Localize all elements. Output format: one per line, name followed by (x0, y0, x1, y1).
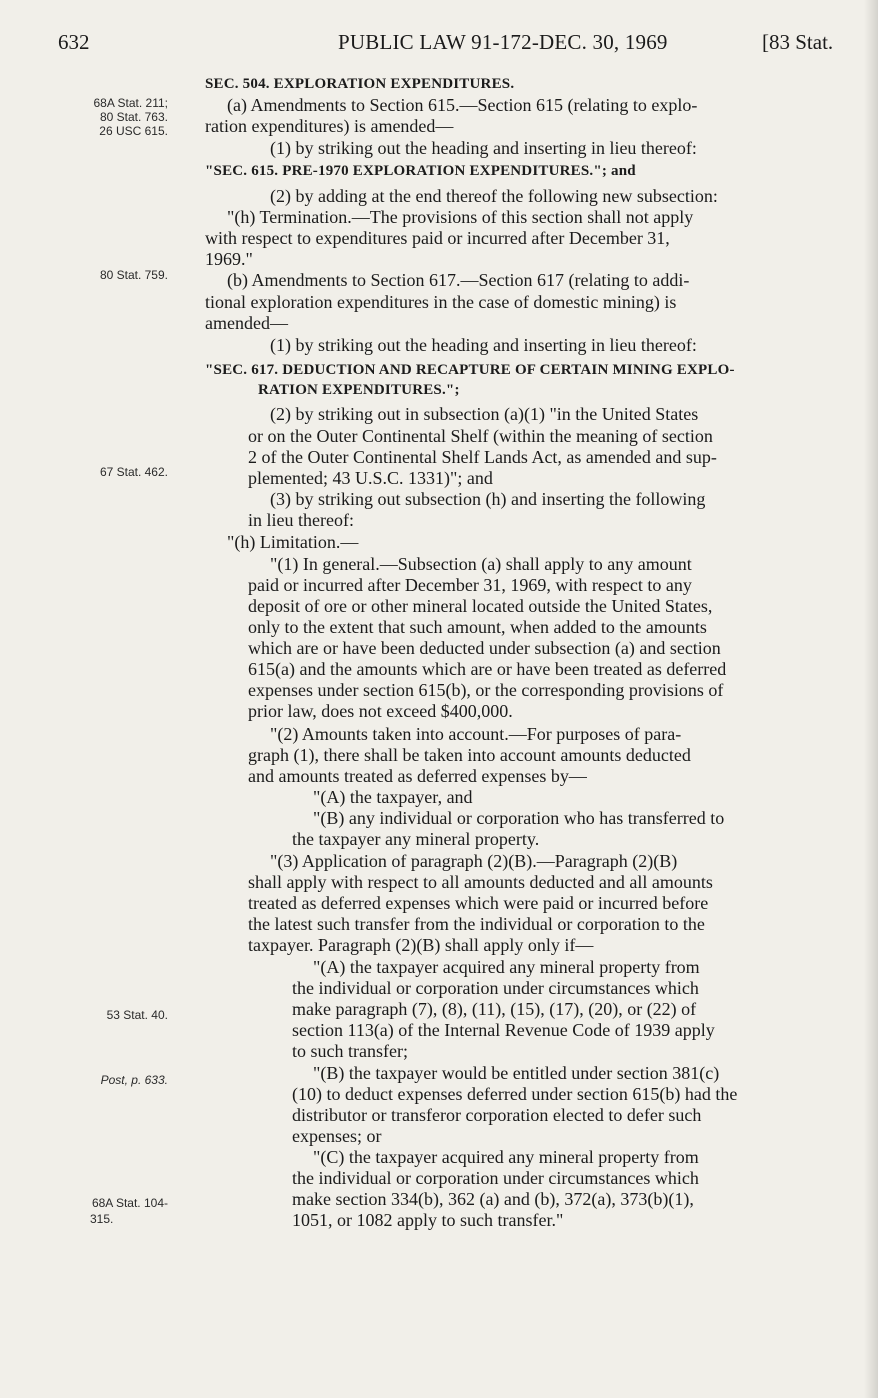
running-title: PUBLIC LAW 91-172-DEC. 30, 1969 (338, 30, 668, 54)
text-line: 1969." (205, 249, 253, 269)
text-line: the taxpayer any mineral property. (292, 829, 540, 849)
margin-citation: 68A Stat. 211; (93, 96, 168, 110)
text-line: prior law, does not exceed $400,000. (248, 701, 513, 721)
text-line: section 113(a) of the Internal Revenue Code of 1939 apply (292, 1020, 715, 1040)
text-line: "(h) Termination.—The provisions of this section shall not apply (227, 207, 694, 227)
text-line: make section 334(b), 362 (a) and (b), 372(a), 373(b)(1), (292, 1189, 694, 1209)
text-line: 615(a) and the amounts which are or have been treated as deferred (248, 659, 727, 679)
text-line: treated as deferred expenses which were paid or incurred before (248, 893, 709, 913)
text-line: tional exploration expenditures in the case of domestic mining) is (205, 292, 677, 312)
text-line: graph (1), there shall be taken into account amounts deducted (248, 745, 691, 765)
text-line: (2) by striking out in subsection (a)(1) "in the United States (270, 404, 699, 424)
text-line: 2 of the Outer Continental Shelf Lands Act, as amended and sup- (248, 447, 717, 467)
text-line: only to the extent that such amount, when added to the amounts (248, 617, 707, 637)
text-line: distributor or transferor corporation elected to defer such (292, 1105, 702, 1125)
text-line: the individual or corporation under circumstances which (292, 1168, 699, 1188)
text-line: which are or have been deducted under subsection (a) and section (248, 638, 721, 658)
text-line: amended— (205, 313, 288, 333)
text-line: (a) Amendments to Section 615.—Section 615 (relating to explo- (227, 95, 698, 115)
text-line: with respect to expenditures paid or incurred after December 31, (205, 228, 670, 248)
text-line: "(h) Limitation.— (227, 532, 359, 552)
text-line: "SEC. 617. DEDUCTION AND RECAPTURE OF CERTAIN MINING EXPLO- (205, 362, 735, 378)
text-line: "(B) the taxpayer would be entitled under section 381(c) (313, 1063, 720, 1083)
text-line: ration expenditures) is amended— (205, 116, 454, 136)
text-line: paid or incurred after December 31, 1969, with respect to any (248, 575, 692, 595)
page-number: 632 (58, 30, 90, 54)
text-line: (2) by adding at the end thereof the following new subsection: (270, 186, 718, 206)
text-line: to such transfer; (292, 1041, 408, 1061)
text-line: "(C) the taxpayer acquired any mineral property from (313, 1147, 699, 1167)
text-line: shall apply with respect to all amounts deducted and all amounts (248, 872, 713, 892)
text-line: "(A) the taxpayer, and (313, 787, 473, 807)
text-line: 1051, or 1082 apply to such transfer." (292, 1210, 564, 1230)
text-line: deposit of ore or other mineral located outside the United States, (248, 596, 713, 616)
text-line: and amounts treated as deferred expenses by— (248, 766, 587, 786)
text-line: in lieu thereof: (248, 510, 354, 530)
text-line: (1) by striking out the heading and inserting in lieu thereof: (270, 335, 697, 355)
text-line: plemented; 43 U.S.C. 1331)"; and (248, 468, 493, 488)
statute-volume-reference: [83 Stat. (762, 30, 834, 54)
text-line: "(B) any individual or corporation who has transferred to (313, 808, 725, 828)
text-line: "(2) Amounts taken into account.—For purposes of para- (270, 724, 682, 744)
text-line: (10) to deduct expenses deferred under section 615(b) had the (292, 1084, 738, 1104)
section-heading: SEC. 504. EXPLORATION EXPENDITURES. (205, 76, 515, 92)
text-line: or on the Outer Continental Shelf (within the meaning of section (248, 426, 713, 446)
page-edge-shadow (864, 0, 878, 1398)
text-line: the latest such transfer from the individual or corporation to the (248, 914, 705, 934)
text-line: expenses; or (292, 1126, 382, 1146)
margin-citation: 68A Stat. 104- (91, 1196, 168, 1210)
margin-citation: Post, p. 633. (100, 1073, 168, 1087)
text-line: (1) by striking out the heading and inserting in lieu thereof: (270, 138, 697, 158)
margin-citation: 80 Stat. 763. (99, 110, 168, 124)
text-line: (b) Amendments to Section 617.—Section 617 (relating to addi- (227, 270, 690, 290)
text-line: "(1) In general.—Subsection (a) shall apply to any amount (270, 554, 692, 574)
margin-citation: 26 USC 615. (99, 124, 168, 138)
text-line: (3) by striking out subsection (h) and inserting the following (270, 489, 706, 509)
text-line: expenses under section 615(b), or the corresponding provisions of (248, 680, 724, 700)
text-line: "SEC. 615. PRE-1970 EXPLORATION EXPENDITURES."; and (205, 163, 636, 179)
text-line: the individual or corporation under circumstances which (292, 978, 699, 998)
margin-citation: 80 Stat. 759. (99, 268, 168, 282)
text-line: make paragraph (7), (8), (11), (15), (17), (20), or (22) of (292, 999, 697, 1019)
page-header (0, 30, 878, 60)
text-line: "(A) the taxpayer acquired any mineral property from (313, 957, 700, 977)
margin-citation: 315. (90, 1212, 114, 1226)
margin-citation: 53 Stat. 40. (106, 1008, 168, 1022)
text-line: RATION EXPENDITURES."; (258, 382, 460, 398)
text-line: taxpayer. Paragraph (2)(B) shall apply only if— (248, 935, 594, 955)
text-line: "(3) Application of paragraph (2)(B).—Paragraph (2)(B) (270, 851, 678, 871)
margin-citation: 67 Stat. 462. (99, 465, 168, 479)
